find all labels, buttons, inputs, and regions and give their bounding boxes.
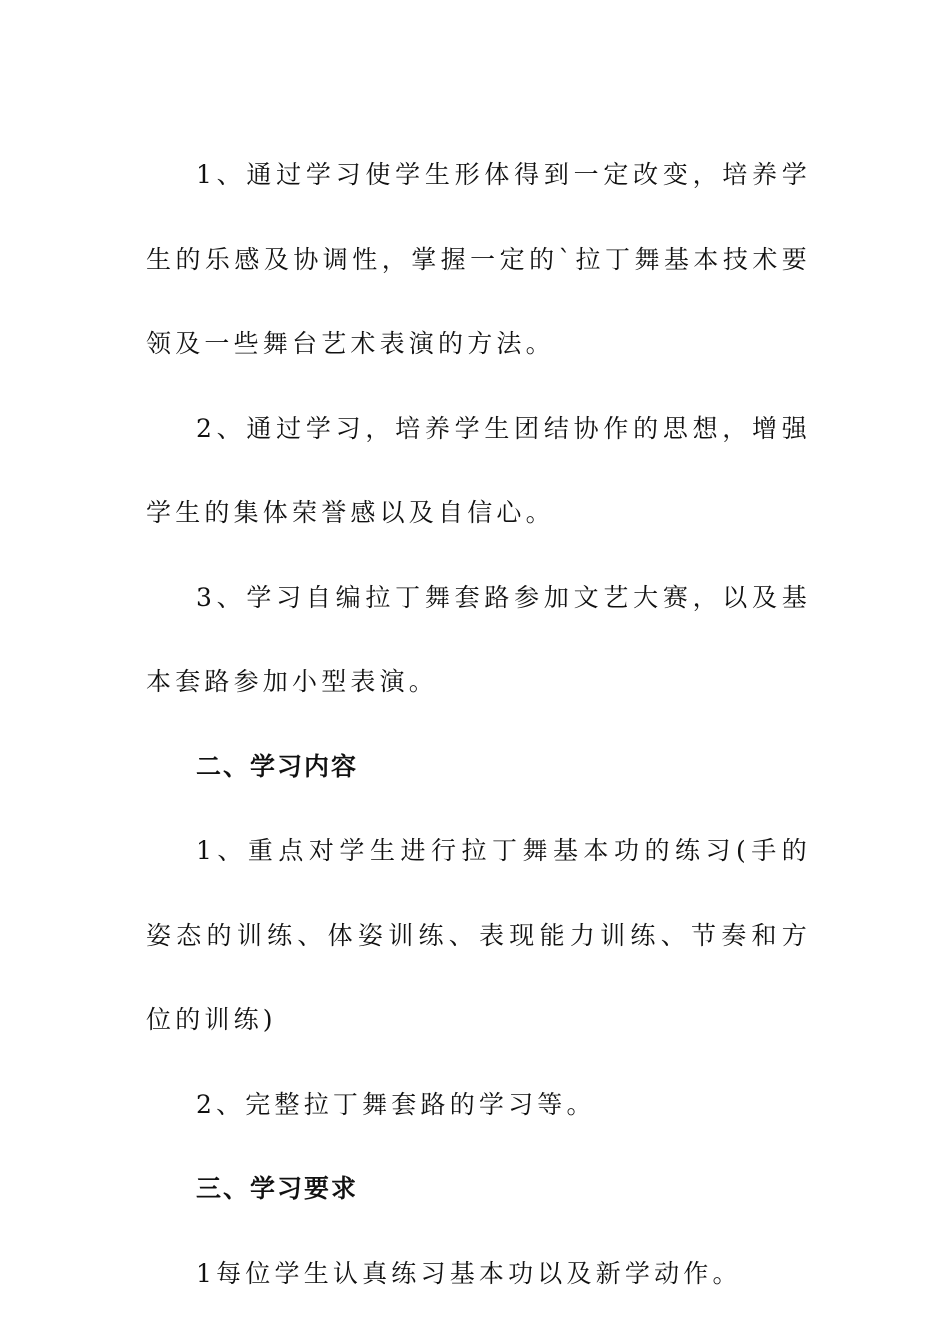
document-body — [146, 133, 811, 1316]
paragraph-content-1: 1、重点对学生进行拉丁舞基本功的练习(手的姿态的训练、体姿训练、表现能力训练、节奏和方位的训练) — [146, 836, 811, 1034]
paragraph-2: 2、通过学习，培养学生团结协作的思想，增强学生的集体荣誉感以及自信心。 — [146, 413, 811, 527]
paragraph-3: 3、学习自编拉丁舞套路参加文艺大赛，以及基本套路参加小型表演。 — [146, 582, 811, 696]
paragraph-1: 1、通过学习使学生形体得到一定改变，培养学生的乐感及协调性，掌握一定的`拉丁舞基本技术要领及一些舞台艺术表演的方法。 — [146, 160, 811, 358]
section-heading-learning-requirements: 三、学习要求 — [196, 1174, 359, 1203]
section-heading-learning-content: 二、学习内容 — [196, 751, 359, 781]
paragraph-requirement-1: 1每位学生认真练习基本功以及新学动作。 — [196, 1258, 742, 1288]
paragraph-content-2: 2、完整拉丁舞套路的学习等。 — [196, 1089, 596, 1119]
